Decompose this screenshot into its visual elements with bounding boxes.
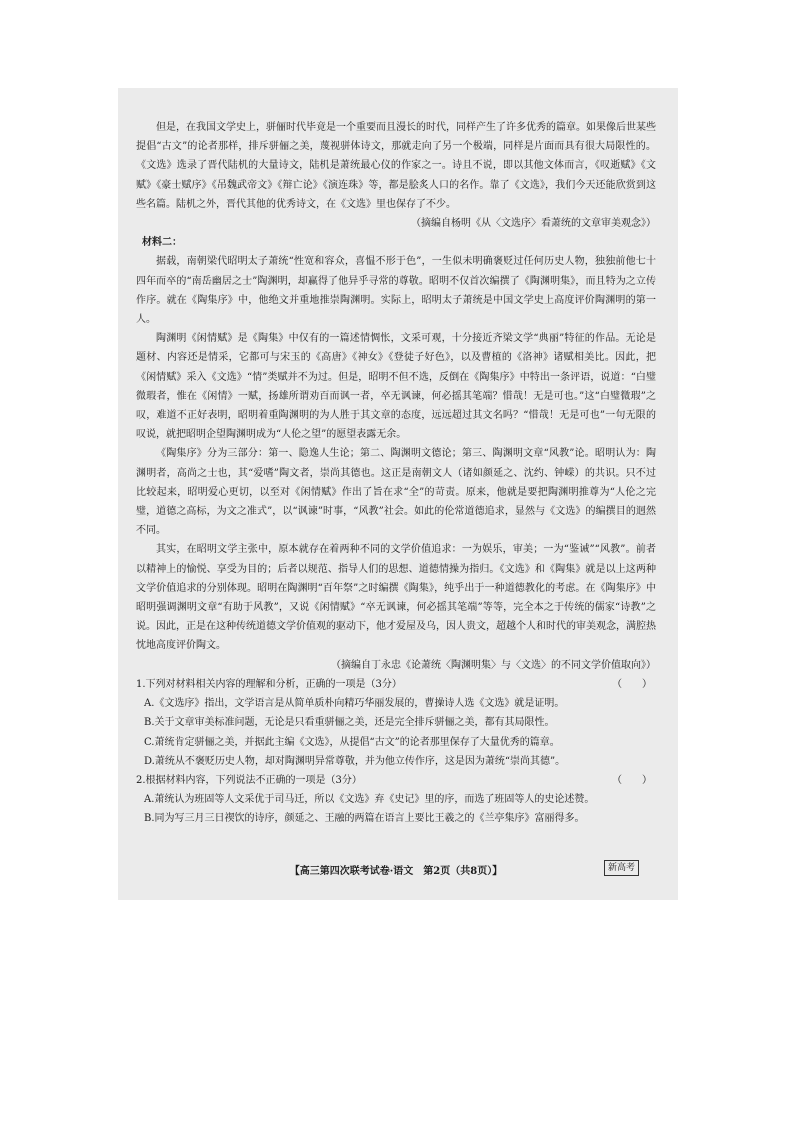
material-2-heading: 材料二： — [142, 237, 182, 249]
option-a: A.《文选序》指出，文学语言是从简单质朴向精巧华丽发展的，曹操诗人选《文选》就是证明。 — [144, 698, 565, 710]
question-2 — [136, 771, 656, 829]
source-citation-2: （摘编自丁永忠《论萧统〈陶渊明集〉与〈文选〉的不同文学价值取向》） — [331, 659, 656, 671]
new-gaokao-badge: 新高考 — [604, 860, 639, 876]
document-body — [136, 118, 656, 829]
question-1 — [136, 675, 656, 771]
page-footer: 【高三第四次联考试卷·语文 第2页（共8页）】 — [289, 866, 503, 877]
question-stem-text: 2.根据材料内容，下列说法不正确的一项是（3分） — [136, 774, 362, 786]
source-citation-1: （摘编自杨明《从〈文选序〉看萧统的文章审美观念》） — [411, 218, 656, 230]
paragraph: 但是，在我国文学史上，骈俪时代毕竟是一个重要而且漫长的时代，同样产生了许多优秀的篇章。如果像后世某些提倡“古文”的论者那样，排斥骈俪之美，蔑视骈体诗文，那就走向了另一个极端，同样是片面而具有很大局限性的。《文选》选录了晋代陆机的大量诗文，陆机是萧统最心仪的作家之一。诗且不说，即以其他文体而言，《叹逝赋》《文赋》《豪士赋序》《吊魏武帝文》《辩亡论》《演连珠》等，都是脍炙人口的名作。靠了《文选》，我们今天还能欣赏到这些名篇。陆机之外，晋代其他的优秀诗文，在《文选》里也保存了不少。 — [136, 122, 656, 210]
question-stem-text: 1.下列对材料相关内容的理解和分析，正确的一项是（3分） — [136, 678, 402, 690]
paragraph: 据载，南朝梁代昭明太子萧统“性宽和容众，喜愠不形于色”，一生似未明确褒贬过任何历史人物，独独前他七十四年而卒的“南岳幽居之士”陶渊明，却赢得了他异乎寻常的尊敬。昭明不仅首次编撰了《陶渊明集》，而且特为之立传作序。就在《陶集序》中，他绝文并重地推崇陶渊明。实际上，昭明太子萧统是中国文学史上高度评价陶渊明的第一人。 — [136, 256, 656, 326]
question-stem — [136, 675, 656, 694]
answer-blank: （ ） — [612, 678, 652, 690]
answer-blank: （ ） — [612, 774, 652, 786]
paragraph: 其实，在昭明文学主张中，原本就存在着两种不同的文学价值追求：一为娱乐，审美；一为“鉴诫”“风教”。前者以精神上的愉悦、享受为目的；后者以规范、指导人们的思想、道德情操为指归。《文选》和《陶集》就是以上这两种文学价值追求的分别体现。昭明在陶渊明“百年祭”之时编撰《陶集》，纯乎出于一种道德教化的考虑。在《陶集序》中昭明强调渊明文章“有助于风教”，又说《闲情赋》“卒无讽谏，何必摇其笔端”等等，完全本之于传统的儒家“诗教”之说。因此，正是在这种传统道德文学价值观的驱动下，他才爱屋及乌，因人贵文，超越个人和时代的审美观念，满腔热忱地高度评价陶文。 — [136, 544, 656, 652]
option-b: B.同为写三月三日禊饮的诗序，颜延之、王融的两篇在语言上要比王羲之的《兰亭集序》富丽得多。 — [144, 813, 585, 825]
paragraph: 陶渊明《闲情赋》是《陶集》中仅有的一篇述情惆怅，文采可观，十分接近齐梁文学“典丽”特征的作品。无论是题材、内容还是情采，它都可与宋玉的《高唐》《神女》《登徒子好色》，以及曹植的《洛神》诸赋相美比。因此，把《闲情赋》采入《文选》“情”类赋并不为过。但是，昭明不但不选，反倒在《陶集序》中特出一条评语，说道：“白璧微瑕者，惟在《闲情》一赋，扬雄所谓劝百而讽一者，卒无讽谏，何必摇其笔端？惜哉！无是可也。”这“白璧微瑕”之叹，难道不正好表明，昭明着重陶渊明的为人胜于其文章的态度，远远超过其文名吗？“惜哉！无是可也”一句无限的叹说，就把昭明企望陶渊明成为“人伦之望”的愿望表露无余。 — [136, 333, 656, 441]
option-d: D.萧统从不褒贬历史人物，却对陶渊明异常尊敬，并为他立传作序，这是因为萧统“崇尚其德”。 — [144, 755, 566, 767]
option-b: B.关于文章审美标准问题，无论是只看重骈俪之美，还是完全排斥骈俪之美，都有其局限性。 — [144, 717, 555, 729]
option-a: A.萧统认为班固等人文采优于司马迁，所以《文选》弃《史记》里的序，而选了班固等人的史论述赞。 — [144, 794, 595, 806]
question-stem — [136, 771, 656, 790]
option-c: C.萧统肯定骈俪之美，并据此主编《文选》，从提倡“古文”的论者那里保存了大量优秀的篇章。 — [144, 736, 560, 748]
paragraph: 《陶集序》分为三部分：第一、隐逸人生论；第二、陶渊明文德论；第三、陶渊明文章“风教”论。昭明认为：陶渊明者，高尚之士也，其“爱嗜”陶文者，崇尚其德也。这正是南朝文人（诸如颜延之、沈约、钟嵘）的共识。只不过比较起来，昭明爱心更切，以至对《闲情赋》作出了旨在求“全”的苛责。原来，他就是要把陶渊明推尊为“人伦之完璧，道德之高标，为文之准式”，以“讽谏”时事，“风教”社会。如此的伦常道德追求，显然与《文选》的编撰目的迥然不同。 — [136, 448, 656, 537]
